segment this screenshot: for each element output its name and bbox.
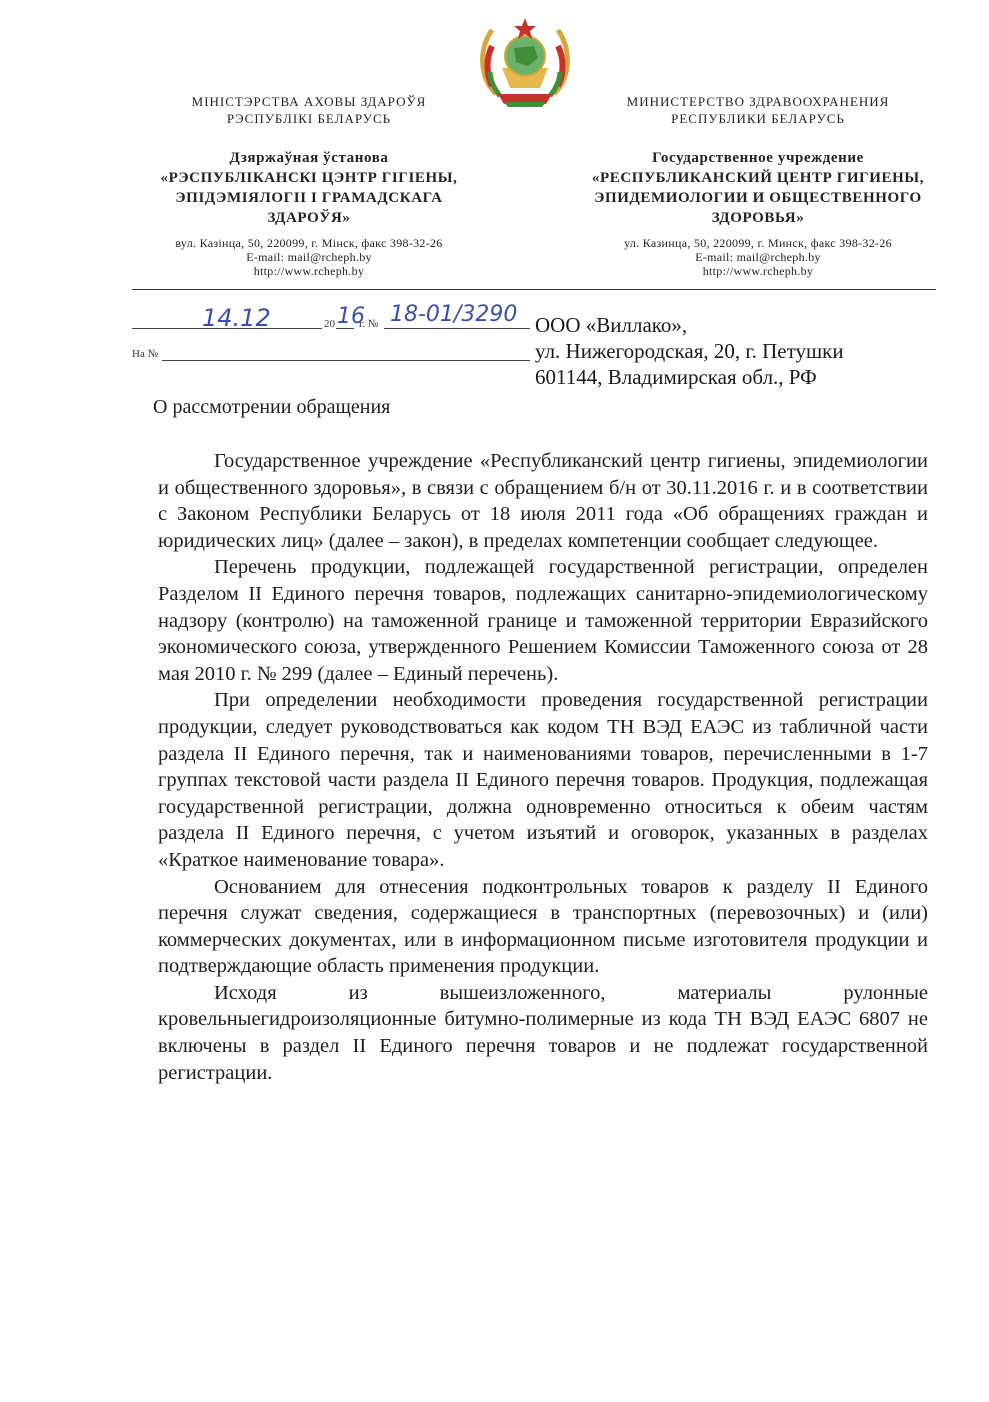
ministry-name-russian: [556, 93, 960, 127]
org-line: ЗДАРОЎЯ»: [267, 210, 351, 226]
ministry-line: РЭСПУБЛІКІ БЕЛАРУСЬ: [226, 111, 392, 126]
reply-to-blank: [162, 360, 530, 361]
org-line: ЗДОРОВЬЯ»: [711, 210, 805, 226]
body-paragraph: Государственное учреждение «Республиканский центр гигиены, эпидемиологии и общественного здоровья», в связи с обращением б/н от 30.11.2016 г. и в соответствии с Законом Республики Беларусь от 18 июля 2011 года «Об обращениях граждан и юридических лиц» (далее – закон), в пределах компетенции сообщает следующее.: [158, 450, 928, 552]
addressee-line: ООО «Виллако»,: [535, 313, 688, 337]
org-line: Дзяржаўная ўстанова: [229, 150, 389, 166]
reply-to-row: [132, 342, 532, 378]
address-line: вул. Казінца, 50, 220099, г. Мінск, факс 398-32-26: [175, 236, 443, 250]
website-line: http://www.rcheph.by: [702, 264, 814, 278]
email-line: E-mail: mail@rcheph.by: [246, 250, 372, 264]
contacts-russian: [556, 236, 960, 278]
org-line: ЭПІДЭМІЯЛОГІІ І ГРАМАДСКАГА: [175, 190, 443, 206]
handwritten-date: 14.12: [202, 304, 271, 332]
handwritten-year: 16: [337, 304, 365, 329]
addressee-line: ул. Нижегородская, 20, г. Петушки: [535, 339, 844, 363]
number-blank: [384, 328, 530, 329]
handwritten-number: 18-01/3290: [390, 302, 518, 327]
org-line: Государственное учреждение: [652, 150, 864, 166]
body-paragraph: При определении необходимости проведения государственной регистрации продукции, следует руководствоваться как кодом ТН ВЭД ЕАЭС из табличной части раздела II Единого перечня, так и наименованиями товаров, перечисленными в 1-7 группах текстовой части раздела II Единого перечня товаров. Продукция, подлежащая государственной регистрации, должна одновременно относиться к обеим частям раздела II Единого перечня, с учетом изъятий и оговорок, указанных в разделах «Краткое наименование товара».: [158, 689, 928, 871]
contacts-belarusian: [128, 236, 490, 278]
address-line: ул. Казинца, 50, 220099, г. Минск, факс 398-32-26: [624, 236, 892, 250]
reply-to-label: На №: [132, 348, 159, 360]
body-paragraph: Перечень продукции, подлежащей государственной регистрации, определен Разделом II Единого перечня товаров, подлежащих санитарно-эпидемиологическому надзору (контролю) на таможенной границе и таможенной территории Евразийского экономического союза, утвержденного Решением Комиссии Таможенного союза от 28 мая 2010 г. № 299 (далее – Единый перечень).: [158, 556, 928, 685]
addressee-line: 601144, Владимирская обл., РФ: [535, 365, 817, 389]
number-label: г. №: [359, 318, 379, 330]
header-divider: [132, 289, 936, 290]
ministry-line: МИНИСТЕРСТВО ЗДРАВООХРАНЕНИЯ: [626, 94, 890, 109]
letter-body: [158, 448, 928, 1086]
org-line: «РЕСПУБЛИКАНСКИЙ ЦЕНТР ГИГИЕНЫ,: [591, 170, 925, 186]
year-prefix: 20: [324, 318, 335, 330]
org-line: ЭПИДЕМИОЛОГИИ И ОБЩЕСТВЕННОГО: [594, 190, 922, 206]
body-paragraph: Исходя из вышеизложенного, материалы рулонные кровельныегидроизоляционные битумно-полимерные из кода ТН ВЭД ЕАЭС 6807 не включены в раздел II Единого перечня товаров и не подлежат государственной регистрации.: [158, 981, 928, 1084]
body-paragraph: Основанием для отнесения подконтрольных товаров к разделу II Единого перечня служат сведения, содержащиеся в транспортных (перевозочных) и (или) коммерческих документах, или в информационном письме изготовителя продукции и подтверждающие область применения продукции.: [158, 875, 928, 978]
ministry-line: МІНІСТЭРСТВА АХОВЫ ЗДАРОЎЯ: [191, 94, 427, 109]
ministry-name-belarusian: [128, 93, 490, 127]
website-line: http://www.rcheph.by: [253, 264, 365, 278]
org-line: «РЭСПУБЛІКАНСКІ ЦЭНТР ГІГІЕНЫ,: [160, 170, 458, 186]
ministry-line: РЕСПУБЛИКИ БЕЛАРУСЬ: [671, 111, 845, 126]
addressee-block: [535, 312, 844, 390]
email-line: E-mail: mail@rcheph.by: [695, 250, 821, 264]
registration-block: [132, 300, 532, 336]
organization-name-belarusian: [128, 148, 490, 228]
organization-name-russian: [556, 148, 960, 228]
letter-subject: О рассмотрении обращения: [153, 396, 391, 418]
